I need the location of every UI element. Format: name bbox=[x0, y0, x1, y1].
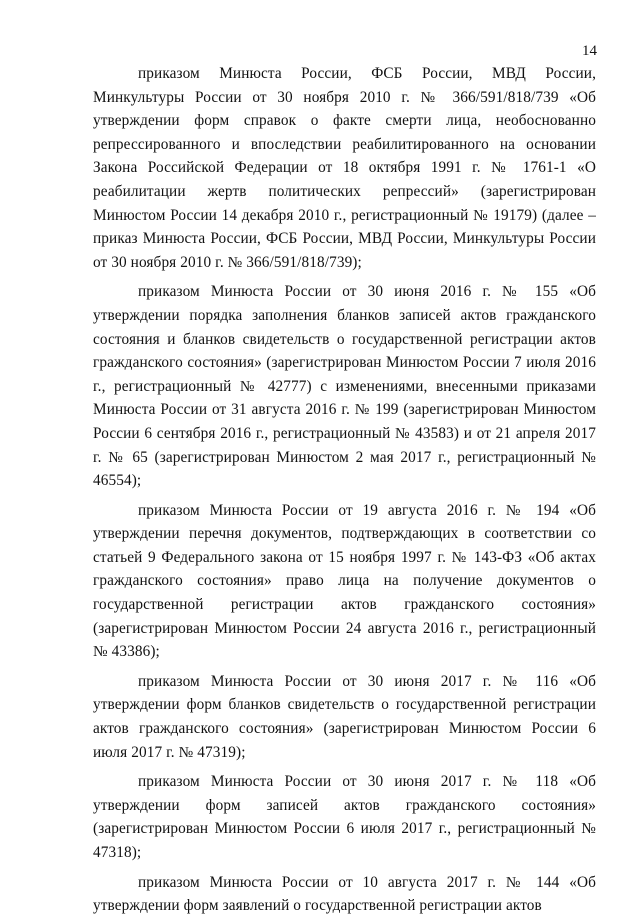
paragraph-order-2016-155: приказом Минюста России от 30 июня 2016 г. № 155 «Об утверждении порядка заполнения бланков записей актов гражданского состояния и бланков свидетельств о государственной регистрации актов гражданского состояния» (зарегистрирован Минюстом России 7 июля 2016 г., регистрационный № 42777) с изменениями, внесенными приказами Минюста России от 31 августа 2016 г. № 199 (зарегистрирован Минюстом России 6 сентября 2016 г., регистрационный № 43583) и от 21 апреля 2017 г. № 65 (зарегистрирован Минюстом 2 мая 2017 г., регистрационный № 46554); bbox=[93, 283, 596, 490]
paragraph-order-2010-366: приказом Минюста России, ФСБ России, МВД России, Минкультуры России от 30 ноября 2010 г. № 366/591/818/739 «Об утверждении форм справок о факте смерти лица, необоснованно репрессированного и впоследствии реабилитированного на основании Закона Российской Федерации от 18 октября 1991 г. № 1761-1 «О реабилитации жертв политических репрессий» (зарегистрирован Минюстом России 14 декабря 2010 г., регистрационный № 19179) (далее – приказ Минюста России, ФСБ России, МВД России, Минкультуры России от 30 ноября 2010 г. № 366/591/818/739); bbox=[93, 65, 596, 271]
page-number: 14 bbox=[582, 43, 597, 59]
paragraph-order-2016-194: приказом Минюста России от 19 августа 2016 г. № 194 «Об утверждении перечня документов, подтверждающих в соответствии со статьей 9 Федерального закона от 15 ноября 1997 г. № 143-ФЗ «Об актах гражданского состояния» право лица на получение документов о государственной регистрации актов гражданского состояния» (зарегистрирован Минюстом России 24 августа 2016 г., регистрационный № 43386); bbox=[93, 501, 596, 661]
paragraph-order-2017-116: приказом Минюста России от 30 июня 2017 г. № 116 «Об утверждении форм бланков свидетельств о государственной регистрации актов гражданского состояния» (зарегистрирован Минюстом России 6 июля 2017 г. № 47319); bbox=[93, 672, 596, 761]
paragraph-order-2017-118: приказом Минюста России от 30 июня 2017 г. № 118 «Об утверждении форм записей актов гражданского состояния» (зарегистрирован Минюстом России 6 июля 2017 г., регистрационный № 47318); bbox=[93, 773, 596, 861]
document-body bbox=[93, 62, 596, 924]
paragraph-order-2017-144: приказом Минюста России от 10 августа 2017 г. № 144 «Об утверждении форм заявлений о государственной регистрации актов bbox=[93, 873, 596, 915]
